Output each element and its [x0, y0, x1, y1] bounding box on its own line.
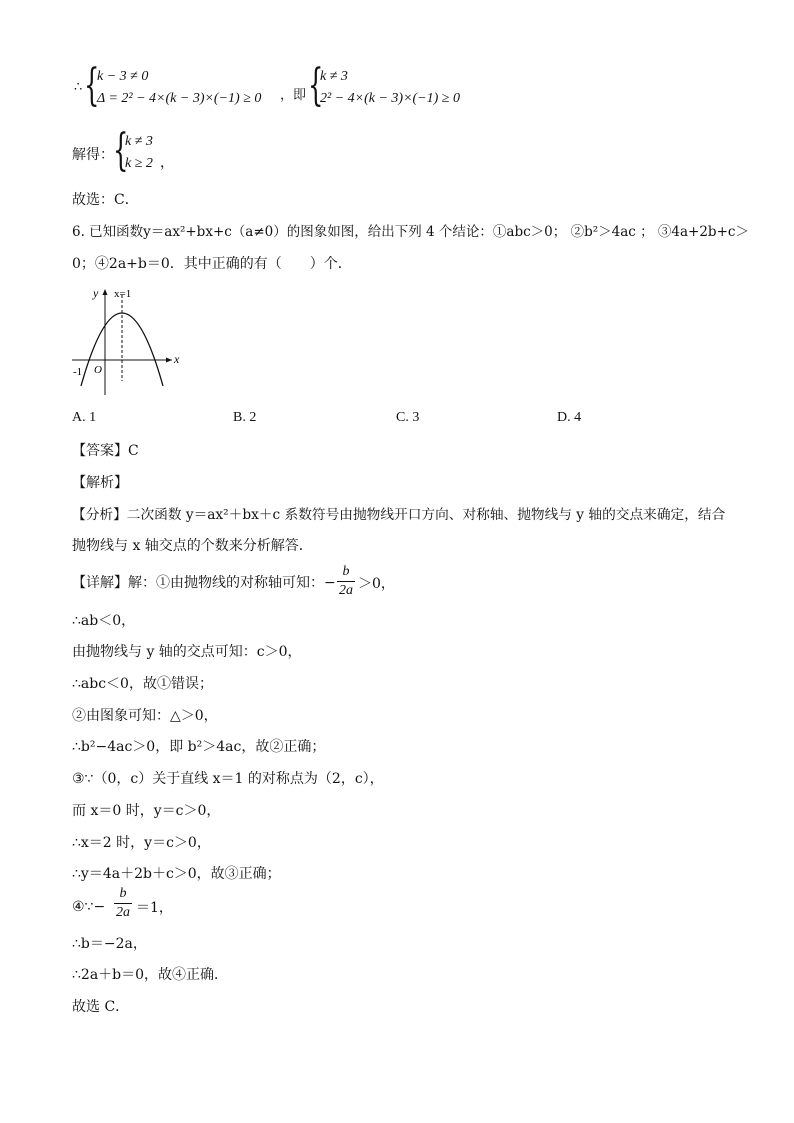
detail-line1-suffix: ＞0， — [358, 576, 395, 592]
detail-line4-prefix: ④∵− — [72, 899, 106, 915]
fraction-b-over-2a-1 — [336, 563, 356, 600]
question-6-line-1: 6. 已知函数y＝ax²+bx+c（a≠0）的图象如图，给出下列 4 个结论：①abc＞0； ②b²＞4ac ； ③4a+2b+c＞ — [72, 224, 749, 240]
detail-line-14: 故选 C． — [72, 999, 130, 1015]
answer-value: C — [128, 443, 139, 459]
symmetry-label: x=1 — [114, 288, 132, 300]
fraction2-numerator: b — [119, 886, 127, 901]
system3-row1: k ≠ 3 — [125, 134, 153, 149]
y-axis-label: y — [93, 286, 99, 300]
detail-line-3: 由抛物线与 y 轴的交点可知：c＞0， — [72, 644, 302, 660]
comma-ji-text: ，即 — [280, 88, 307, 103]
left-brace-2: { — [308, 60, 324, 111]
detail-line-13: ∴2a＋b＝0，故④正确． — [72, 967, 229, 983]
system3-tail: ， — [160, 155, 174, 171]
system1-row1: k − 3 ≠ 0 — [97, 69, 149, 84]
x-axis-label: x — [174, 352, 180, 366]
detail-line-6: ∴b²−4ac＞0，即 b²＞4ac，故②正确； — [72, 739, 326, 755]
fraction-b-over-2a-2 — [113, 885, 133, 922]
system2-row1: k ≠ 3 — [320, 69, 348, 84]
answer-tag: 【答案】 — [72, 443, 128, 459]
neg-one-label: -1 — [73, 366, 83, 378]
system2-row2: 2² − 4×(k − 3)×(−1) ≥ 0 — [320, 91, 460, 106]
detail-line-11 — [72, 897, 105, 917]
fraction1-denominator: 2a — [339, 583, 353, 598]
question-6-line-2: 0；④2a+b＝0．其中正确的有（ ）个． — [72, 256, 352, 272]
left-brace-1: { — [84, 60, 100, 111]
fraction1-numerator: b — [342, 564, 350, 579]
y-axis-arrow — [103, 289, 108, 295]
fenxi-line-2: 抛物线与 x 轴交点的个数来分析解答． — [72, 538, 313, 554]
inequality-system-3 — [125, 131, 153, 175]
therefore-symbol: ∴ — [74, 80, 83, 95]
solve-label: 解得： — [72, 147, 114, 163]
choose-c-5: 故选：C． — [72, 192, 139, 208]
fenxi-line-1: 【分析】二次函数 y＝ax²＋bx＋c 系数符号由抛物线开口方向、对称轴、抛物线与 y 轴的交点来确定，结合 — [72, 507, 726, 523]
detail-line4-suffix: ＝1， — [136, 900, 173, 916]
answer-line — [72, 441, 139, 461]
option-b: B. 2 — [233, 410, 257, 425]
detail-line-10: ∴y＝4a＋2b＋c＞0，故③正确； — [72, 866, 281, 882]
inequality-system-2 — [320, 66, 460, 110]
x-axis-arrow — [166, 358, 172, 363]
detail-line-8: 而 x＝0 时，y＝c＞0， — [72, 803, 221, 819]
inequality-system-1 — [97, 66, 261, 110]
origin-label: O — [94, 364, 102, 376]
option-d: D. 4 — [557, 410, 582, 425]
option-a: A. 1 — [72, 410, 97, 425]
parabola-graph — [70, 283, 190, 398]
detail-line-5: ②由图象可知：△＞0， — [72, 708, 218, 724]
detail-line1-prefix: 【详解】解：①由抛物线的对称轴可知：− — [72, 575, 336, 591]
analysis-tag: 【解析】 — [72, 475, 128, 491]
fraction2-denominator: 2a — [116, 905, 130, 920]
detail-line-1 — [72, 573, 336, 593]
detail-line-12: ∴b＝−2a， — [72, 936, 147, 952]
detail-line-4: ∴abc＜0，故①错误； — [72, 676, 213, 692]
left-brace-3: { — [113, 125, 129, 176]
system3-row2: k ≥ 2 — [125, 156, 153, 171]
detail-line-9: ∴x＝2 时，y＝c＞0， — [72, 835, 211, 851]
detail-line-2: ∴ab＜0， — [72, 613, 136, 629]
system1-row2: Δ = 2² − 4×(k − 3)×(−1) ≥ 0 — [97, 91, 262, 106]
option-c: C. 3 — [396, 410, 420, 425]
detail-line-7: ③∵（0，c）关于直线 x＝1 的对称点为（2，c）， — [72, 771, 384, 787]
